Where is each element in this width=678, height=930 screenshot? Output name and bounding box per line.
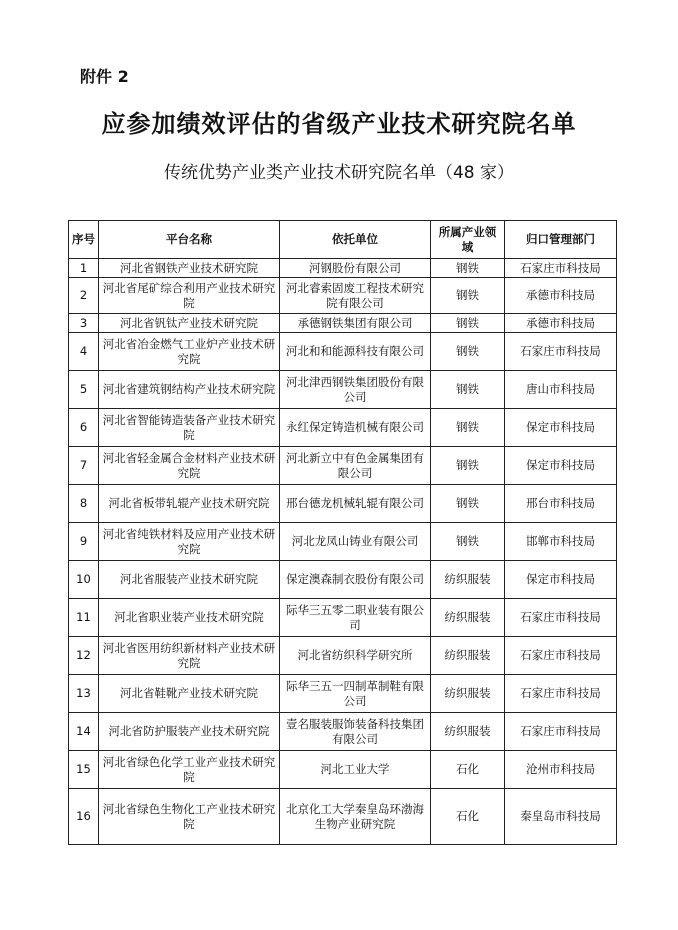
cell-name: 河北省医用纺织新材料产业技术研究院 xyxy=(99,637,280,675)
cell-dept: 邢台市科技局 xyxy=(505,485,617,523)
table-row xyxy=(69,447,617,485)
cell-no: 10 xyxy=(69,561,99,599)
cell-no: 15 xyxy=(69,751,99,789)
attachment-label: 附件 2 xyxy=(80,67,129,86)
cell-industry: 钢铁 xyxy=(431,259,505,278)
cell-unit: 河北和和能源科技有限公司 xyxy=(280,333,431,371)
table-row xyxy=(69,409,617,447)
cell-no: 2 xyxy=(69,278,99,314)
cell-dept: 石家庄市科技局 xyxy=(505,637,617,675)
cell-industry: 石化 xyxy=(431,751,505,789)
cell-no: 6 xyxy=(69,409,99,447)
cell-dept: 石家庄市科技局 xyxy=(505,599,617,637)
cell-no: 9 xyxy=(69,523,99,561)
cell-no: 3 xyxy=(69,314,99,333)
cell-unit: 保定澳森制衣股份有限公司 xyxy=(280,561,431,599)
cell-dept: 石家庄市科技局 xyxy=(505,259,617,278)
cell-name: 河北省纯铁材料及应用产业技术研究院 xyxy=(99,523,280,561)
table-row xyxy=(69,751,617,789)
cell-no: 8 xyxy=(69,485,99,523)
cell-name: 河北省绿色化学工业产业技术研究院 xyxy=(99,751,280,789)
cell-dept: 秦皇岛市科技局 xyxy=(505,789,617,845)
header-unit: 依托单位 xyxy=(280,221,431,259)
cell-industry: 纺织服装 xyxy=(431,599,505,637)
cell-unit: 河北省纺织科学研究所 xyxy=(280,637,431,675)
cell-name: 河北省钢铁产业技术研究院 xyxy=(99,259,280,278)
table-row xyxy=(69,523,617,561)
table-header-row xyxy=(69,221,617,259)
cell-unit: 河北新立中有色金属集团有限公司 xyxy=(280,447,431,485)
institute-table xyxy=(68,220,617,845)
cell-dept: 保定市科技局 xyxy=(505,409,617,447)
table-row xyxy=(69,789,617,845)
table-row xyxy=(69,278,617,314)
cell-industry: 纺织服装 xyxy=(431,561,505,599)
cell-name: 河北省职业装产业技术研究院 xyxy=(99,599,280,637)
cell-name: 河北省智能铸造装备产业技术研究院 xyxy=(99,409,280,447)
cell-industry: 钢铁 xyxy=(431,409,505,447)
header-no: 序号 xyxy=(69,221,99,259)
cell-unit: 河北龙凤山铸业有限公司 xyxy=(280,523,431,561)
cell-dept: 承德市科技局 xyxy=(505,314,617,333)
cell-industry: 纺织服装 xyxy=(431,637,505,675)
cell-name: 河北省轻金属合金材料产业技术研究院 xyxy=(99,447,280,485)
cell-no: 1 xyxy=(69,259,99,278)
document-title: 应参加绩效评估的省级产业技术研究院名单 xyxy=(101,110,577,138)
table-row xyxy=(69,333,617,371)
cell-unit: 际华三五零二职业装有限公司 xyxy=(280,599,431,637)
cell-dept: 唐山市科技局 xyxy=(505,371,617,409)
cell-industry: 钢铁 xyxy=(431,371,505,409)
cell-unit: 际华三五一四制革制鞋有限公司 xyxy=(280,675,431,713)
cell-industry: 纺织服装 xyxy=(431,675,505,713)
cell-name: 河北省尾矿综合利用产业技术研究院 xyxy=(99,278,280,314)
cell-unit: 河北津西钢铁集团股份有限公司 xyxy=(280,371,431,409)
cell-no: 16 xyxy=(69,789,99,845)
cell-dept: 保定市科技局 xyxy=(505,447,617,485)
table-row xyxy=(69,259,617,278)
cell-no: 4 xyxy=(69,333,99,371)
cell-no: 7 xyxy=(69,447,99,485)
cell-unit: 河北工业大学 xyxy=(280,751,431,789)
cell-unit: 壹名服装服饰装备科技集团有限公司 xyxy=(280,713,431,751)
cell-unit: 河北睿索固废工程技术研究院有限公司 xyxy=(280,278,431,314)
cell-industry: 石化 xyxy=(431,789,505,845)
table-row xyxy=(69,314,617,333)
cell-industry: 钢铁 xyxy=(431,314,505,333)
cell-dept: 承德市科技局 xyxy=(505,278,617,314)
cell-industry: 钢铁 xyxy=(431,523,505,561)
cell-unit: 承德钢铁集团有限公司 xyxy=(280,314,431,333)
cell-name: 河北省建筑钢结构产业技术研究院 xyxy=(99,371,280,409)
table-row xyxy=(69,561,617,599)
cell-name: 河北省钒钛产业技术研究院 xyxy=(99,314,280,333)
cell-no: 11 xyxy=(69,599,99,637)
cell-name: 河北省绿色生物化工产业技术研究院 xyxy=(99,789,280,845)
cell-dept: 石家庄市科技局 xyxy=(505,675,617,713)
table-row xyxy=(69,675,617,713)
table-row xyxy=(69,485,617,523)
cell-no: 14 xyxy=(69,713,99,751)
table-row xyxy=(69,713,617,751)
cell-name: 河北省鞋靴产业技术研究院 xyxy=(99,675,280,713)
cell-industry: 钢铁 xyxy=(431,447,505,485)
cell-dept: 沧州市科技局 xyxy=(505,751,617,789)
cell-industry: 钢铁 xyxy=(431,333,505,371)
cell-unit: 永红保定铸造机械有限公司 xyxy=(280,409,431,447)
header-dept: 归口管理部门 xyxy=(505,221,617,259)
document-subtitle: 传统优势产业类产业技术研究院名单（48 家） xyxy=(163,163,515,183)
header-name: 平台名称 xyxy=(99,221,280,259)
table-row xyxy=(69,599,617,637)
cell-industry: 钢铁 xyxy=(431,278,505,314)
cell-no: 13 xyxy=(69,675,99,713)
cell-industry: 钢铁 xyxy=(431,485,505,523)
cell-name: 河北省冶金燃气工业炉产业技术研究院 xyxy=(99,333,280,371)
cell-unit: 北京化工大学秦皇岛环渤海生物产业研究院 xyxy=(280,789,431,845)
table-row xyxy=(69,371,617,409)
cell-unit: 河钢股份有限公司 xyxy=(280,259,431,278)
cell-dept: 石家庄市科技局 xyxy=(505,713,617,751)
cell-no: 12 xyxy=(69,637,99,675)
cell-industry: 纺织服装 xyxy=(431,713,505,751)
cell-name: 河北省防护服装产业技术研究院 xyxy=(99,713,280,751)
cell-name: 河北省服装产业技术研究院 xyxy=(99,561,280,599)
header-industry: 所属产业领域 xyxy=(431,221,505,259)
table-row xyxy=(69,637,617,675)
cell-unit: 邢台德龙机械轧辊有限公司 xyxy=(280,485,431,523)
cell-dept: 保定市科技局 xyxy=(505,561,617,599)
cell-no: 5 xyxy=(69,371,99,409)
cell-name: 河北省板带轧辊产业技术研究院 xyxy=(99,485,280,523)
cell-dept: 石家庄市科技局 xyxy=(505,333,617,371)
cell-dept: 邯郸市科技局 xyxy=(505,523,617,561)
